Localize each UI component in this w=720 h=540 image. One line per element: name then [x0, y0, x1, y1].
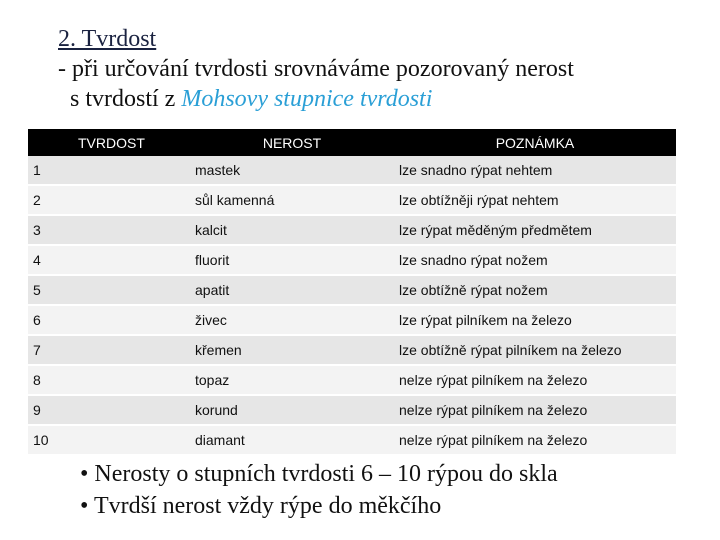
header-mineral: NEROST	[190, 129, 394, 156]
intro-line-2	[58, 84, 574, 114]
table-row	[28, 156, 676, 185]
mohs-hardness-table	[28, 129, 676, 456]
cell-hardness: 7	[28, 335, 190, 365]
cell-hardness: 4	[28, 245, 190, 275]
cell-note: nelze rýpat pilníkem na železo	[394, 425, 676, 455]
cell-mineral: korund	[190, 395, 394, 425]
cell-hardness: 10	[28, 425, 190, 455]
table-header-row	[28, 129, 676, 156]
cell-note: lze rýpat pilníkem na železo	[394, 305, 676, 335]
cell-note: lze obtížně rýpat pilníkem na železo	[394, 335, 676, 365]
slide-title: 2. Tvrdost	[58, 26, 157, 52]
cell-hardness: 2	[28, 185, 190, 215]
table-row	[28, 425, 676, 455]
cell-mineral: fluorit	[190, 245, 394, 275]
cell-mineral: křemen	[190, 335, 394, 365]
header-note: POZNÁMKA	[394, 129, 676, 156]
cell-mineral: diamant	[190, 425, 394, 455]
cell-mineral: topaz	[190, 365, 394, 395]
cell-hardness: 1	[28, 156, 190, 185]
table-row	[28, 305, 676, 335]
table-row	[28, 335, 676, 365]
cell-hardness: 3	[28, 215, 190, 245]
cell-note: lze obtížně rýpat nožem	[394, 275, 676, 305]
cell-mineral: mastek	[190, 156, 394, 185]
cell-mineral: živec	[190, 305, 394, 335]
cell-note: lze rýpat měděným předmětem	[394, 215, 676, 245]
bullet-list	[80, 458, 558, 522]
bullet-item-scratch-glass: • Nerosty o stupních tvrdosti 6 – 10 rýpou do skla	[80, 461, 558, 487]
cell-mineral: apatit	[190, 275, 394, 305]
cell-hardness: 8	[28, 365, 190, 395]
table-row	[28, 185, 676, 215]
cell-mineral: sůl kamenná	[190, 185, 394, 215]
cell-note: nelze rýpat pilníkem na železo	[394, 365, 676, 395]
cell-hardness: 6	[28, 305, 190, 335]
cell-mineral: kalcit	[190, 215, 394, 245]
table-row	[28, 275, 676, 305]
cell-note: lze obtížněji rýpat nehtem	[394, 185, 676, 215]
cell-hardness: 5	[28, 275, 190, 305]
intro-line-2-prefix: s tvrdostí z	[70, 86, 182, 112]
cell-note: nelze rýpat pilníkem na železo	[394, 395, 676, 425]
cell-note: lze snadno rýpat nožem	[394, 245, 676, 275]
table-row	[28, 365, 676, 395]
slide-heading	[58, 24, 574, 114]
table-row	[28, 245, 676, 275]
mohs-scale-emphasis: Mohsovy stupnice tvrdosti	[181, 86, 433, 112]
table-row	[28, 395, 676, 425]
header-hardness: TVRDOST	[28, 129, 190, 156]
intro-line: - při určování tvrdosti srovnáváme pozorovaný nerost	[58, 56, 574, 82]
table-row	[28, 215, 676, 245]
bullet-item-harder-scratches-softer: • Tvrdší nerost vždy rýpe do měkčího	[80, 493, 442, 519]
cell-hardness: 9	[28, 395, 190, 425]
cell-note: lze snadno rýpat nehtem	[394, 156, 676, 185]
